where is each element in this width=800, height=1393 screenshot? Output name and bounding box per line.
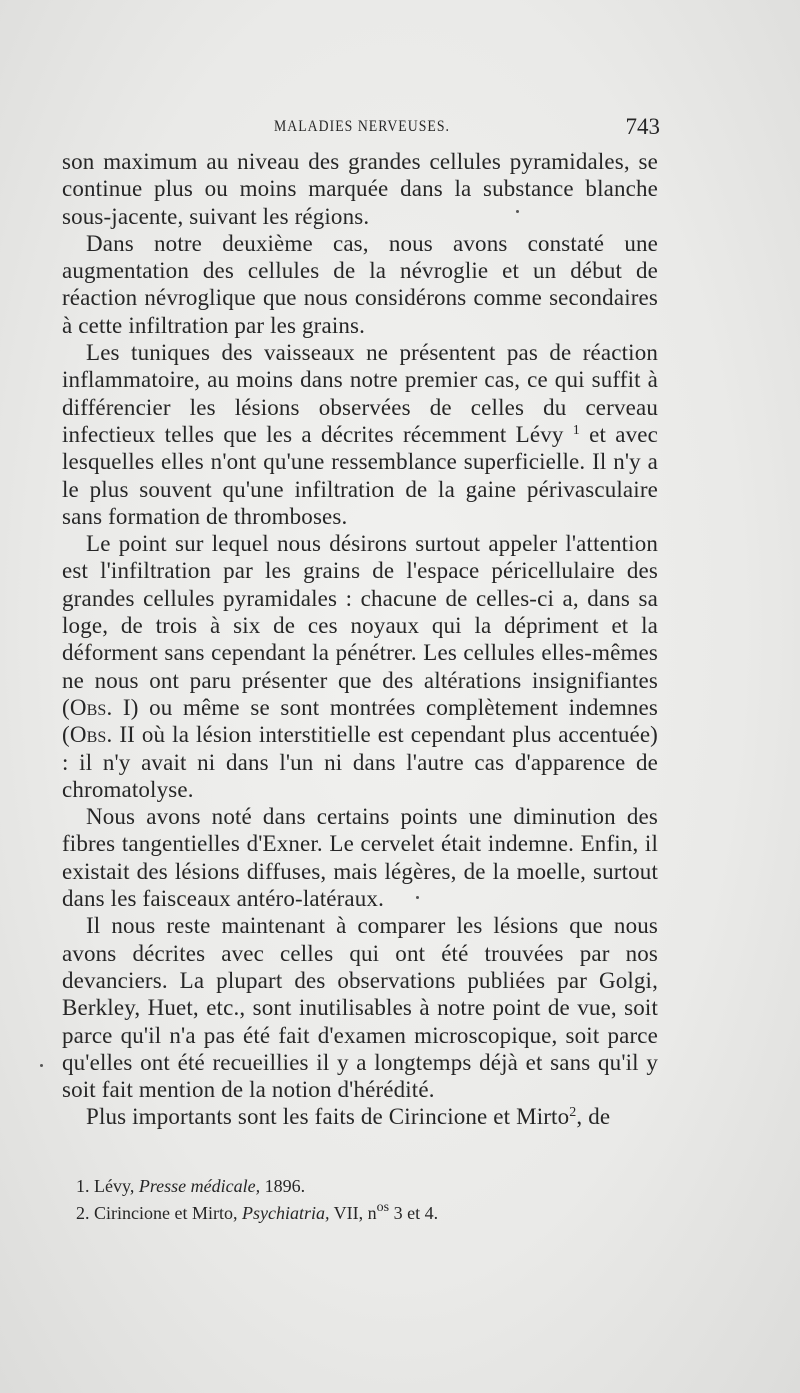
footnote-2-rest-prefix: VII, n — [333, 1203, 377, 1223]
paragraph-4 — [62, 530, 658, 803]
footnote-ref-2: 2 — [569, 1105, 577, 1121]
ink-speck — [40, 1064, 43, 1067]
ink-speck — [416, 896, 419, 899]
page-number: 743 — [625, 114, 660, 139]
paragraph-3-text-before: Les tuniques des vaisseaux ne présentent pas de réaction inflammatoire, au moins dans notre premier cas, ce qui suffit à différencier les lésions observées de celles du cerveau infectieux telles que les a décrites récemment Lévy — [62, 340, 658, 447]
paragraph-7-text-before: Plus importants sont les faits de Cirincione et Mirto — [86, 1104, 570, 1130]
paragraph-7 — [62, 1103, 658, 1130]
page-header — [62, 112, 662, 146]
paragraph-4-text-2: . I) ou même se sont montrées complètement indemnes ( — [62, 694, 658, 748]
paragraph-3-text-after: et avec lesquelles elles n'ont qu'une ressemblance superficielle. Il n'y a le plus souvent qu'une infiltration de la gaine périvasculaire sans formation de thromboses. — [62, 421, 659, 529]
footnote-1-journal: Presse médicale, — [138, 1176, 261, 1196]
paragraph-7-text-after: , de — [576, 1104, 611, 1130]
footnote-1-author: Lévy, — [94, 1176, 135, 1196]
paragraph-5: Nous avons noté dans certains points une diminution des fibres tangentielles d'Exner. Le cervelet était indemne. Enfin, il existait des lésions diffuses, mais légères, de la moelle, surtout dans les faisceaux antéro-latéraux. — [62, 804, 658, 912]
footnote-2-author: Cirincione et Mirto, — [94, 1203, 238, 1223]
footnote-2-number: 2. — [76, 1203, 90, 1223]
footnote-1-rest: 1896. — [264, 1176, 306, 1196]
footnote-1 — [76, 1173, 636, 1200]
obs-label-2: Obs — [69, 722, 107, 748]
body-text — [62, 148, 658, 1131]
footnote-2-rest: 3 et 4. — [393, 1203, 439, 1223]
ink-speck — [516, 210, 519, 213]
paragraph-4-text-1: Le point sur lequel nous désirons surtout appeler l'attention est l'infiltration par les grains de l'espace péricellulaire des grandes cellules pyramidales : chacune de celles-ci a, dans sa loge, de trois à six de ces noyaux qui la dépriment et la déforment sans cependant la pénétrer. Les cellules elles-mêmes ne nous ont paru présenter que des altérations insignifiantes ( — [62, 531, 658, 720]
footnote-2-journal: Psychiatria, — [241, 1203, 330, 1223]
footnotes — [76, 1173, 636, 1227]
obs-label-1: Obs — [69, 694, 107, 720]
paragraph-6: Il nous reste maintenant à comparer les lésions que nous avons décrites avec celles qui ont été trouvées par nos devanciers. La plupart des observations publiées par Golgi, Berkley, Huet, etc., sont inutilisables à notre point de vue, soit parce qu'il n'a pas été fait d'examen microscopique, soit parce qu'elles ont été recueillies il y a longtemps déjà et sans qu'il y soit fait mention de la notion d'hérédité. — [62, 913, 658, 1103]
paragraph-2: Dans notre deuxième cas, nous avons constaté une augmentation des cellules de la névroglie et un début de réaction névroglique que nous considérons comme secondaires à cette infiltration par les grains. — [62, 230, 658, 338]
footnote-2-rest-sup: os — [376, 1200, 390, 1215]
paragraph-3 — [62, 339, 658, 530]
footnote-ref-1: 1 — [572, 422, 580, 438]
paragraph-1: son maximum au niveau des grandes cellules pyramidales, se continue plus ou moins marquée dans la substance blanche sous-jacente, suivant les régions. — [62, 149, 658, 229]
footnote-2 — [76, 1200, 636, 1227]
footnote-1-number: 1. — [76, 1176, 90, 1196]
running-head: MALADIES NERVEUSES. — [274, 118, 450, 135]
paragraph-4-text-3: . II où la lésion interstitielle est cependant plus accentuée) : il n'y avait ni dans l'un ni dans l'autre cas d'apparence de chromatolyse. — [62, 722, 658, 802]
